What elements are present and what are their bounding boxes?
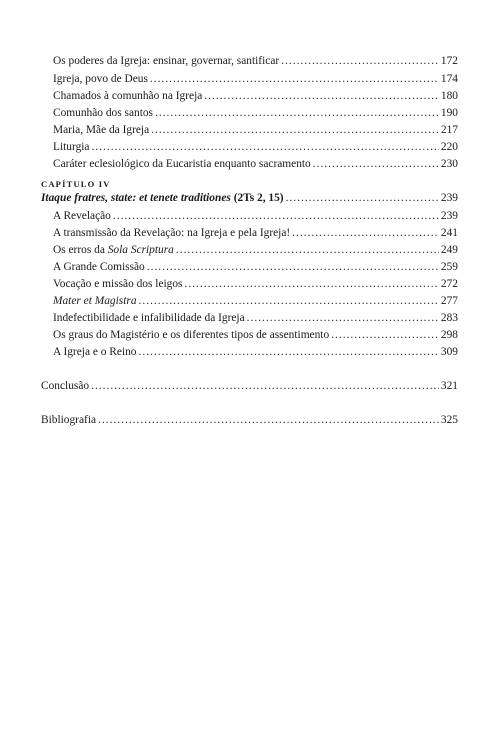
entry-title: A Igreja e o Reino [53,346,137,358]
entry-title: Os poderes da Igreja: ensinar, governar, santificar [53,55,280,67]
dot-leader [286,191,439,206]
chapter-title-ref: (2Ts 2, 15) [230,192,284,204]
toc-entry [53,311,458,326]
entry-page: 180 [440,90,458,102]
toc-entry [53,89,458,104]
toc-entry-conclusion [41,379,458,394]
entry-title: Liturgia [53,141,90,153]
toc-entry [53,243,458,258]
entry-title: Caráter eclesiológico da Eucaristia enquanto sacramento [53,158,311,170]
dot-leader [139,345,439,360]
dot-leader [113,209,439,224]
entry-page: 217 [440,124,458,136]
toc-entry [53,72,458,87]
entry-page: 272 [440,278,458,290]
dot-leader [150,72,439,87]
dot-leader [292,226,439,241]
entry-title: Chamados à comunhão na Igreja [53,90,203,102]
entry-page: 174 [440,73,458,85]
dot-leader [147,260,439,275]
entry-title: Mater et Magistra [53,295,137,307]
toc-entry [53,123,458,138]
entry-page: 249 [440,244,458,256]
toc-entry [53,226,458,241]
dot-leader [313,157,439,172]
dot-leader [91,379,439,394]
chapter-title-entry [41,191,458,206]
chapter-label: CAPÍTULO IV [41,179,111,189]
dot-leader [139,294,439,309]
toc-entry [53,140,458,155]
entry-title: Conclusão [41,380,90,392]
dot-leader [176,243,439,258]
dot-leader [247,311,439,326]
dot-leader [155,106,439,121]
toc-entry [53,157,458,172]
entry-page: 220 [440,141,458,153]
entry-title: Maria, Mãe da Igreja [53,124,150,136]
dot-leader [331,328,439,343]
entry-page: 259 [440,261,458,273]
entry-page: 277 [440,295,458,307]
toc-entry [53,277,458,292]
entry-page: 239 [440,210,458,222]
entry-title: A transmissão da Revelação: na Igreja e pela Igreja! [53,227,291,239]
entry-title: Bibliografia [41,414,97,426]
dot-leader [281,54,439,69]
toc-entry-bibliography [41,413,458,428]
entry-title: Os graus do Magistério e os diferentes tipos de assentimento [53,329,330,341]
entry-page: 298 [440,329,458,341]
toc-entry [53,294,458,309]
entry-title-pre: Os erros da [53,244,108,256]
entry-title: Comunhão dos santos [53,107,153,119]
toc-entry [53,260,458,275]
entry-page: 283 [440,312,458,324]
entry-page: 241 [440,227,458,239]
dot-leader [185,277,439,292]
entry-title: Igreja, povo de Deus [53,73,148,85]
toc-entry [53,328,458,343]
entry-title-italic: Sola Scriptura [107,244,174,256]
dot-leader [204,89,439,104]
toc-entry [53,209,458,224]
entry-title: Indefectibilidade e infalibilidade da Igreja [53,312,245,324]
entry-page: 321 [440,380,458,392]
chapter-title-italic: Itaque fratres, state: et tenete traditiones [41,192,231,204]
entry-title: Vocação e missão dos leigos [53,278,183,290]
chapter-title [41,191,284,206]
entry-page: 239 [440,192,458,204]
dot-leader [151,123,439,138]
entry-page: 325 [440,414,458,426]
toc-entry [53,345,458,360]
entry-title: A Revelação [53,210,111,222]
dot-leader [98,413,439,428]
toc-entry [53,54,458,69]
toc-entry [53,106,458,121]
entry-page: 309 [440,346,458,358]
entry-page: 230 [440,158,458,170]
entry-page: 190 [440,107,458,119]
entry-title [53,243,174,258]
entry-page: 172 [440,55,458,67]
dot-leader [92,140,439,155]
entry-title: A Grande Comissão [53,261,145,273]
